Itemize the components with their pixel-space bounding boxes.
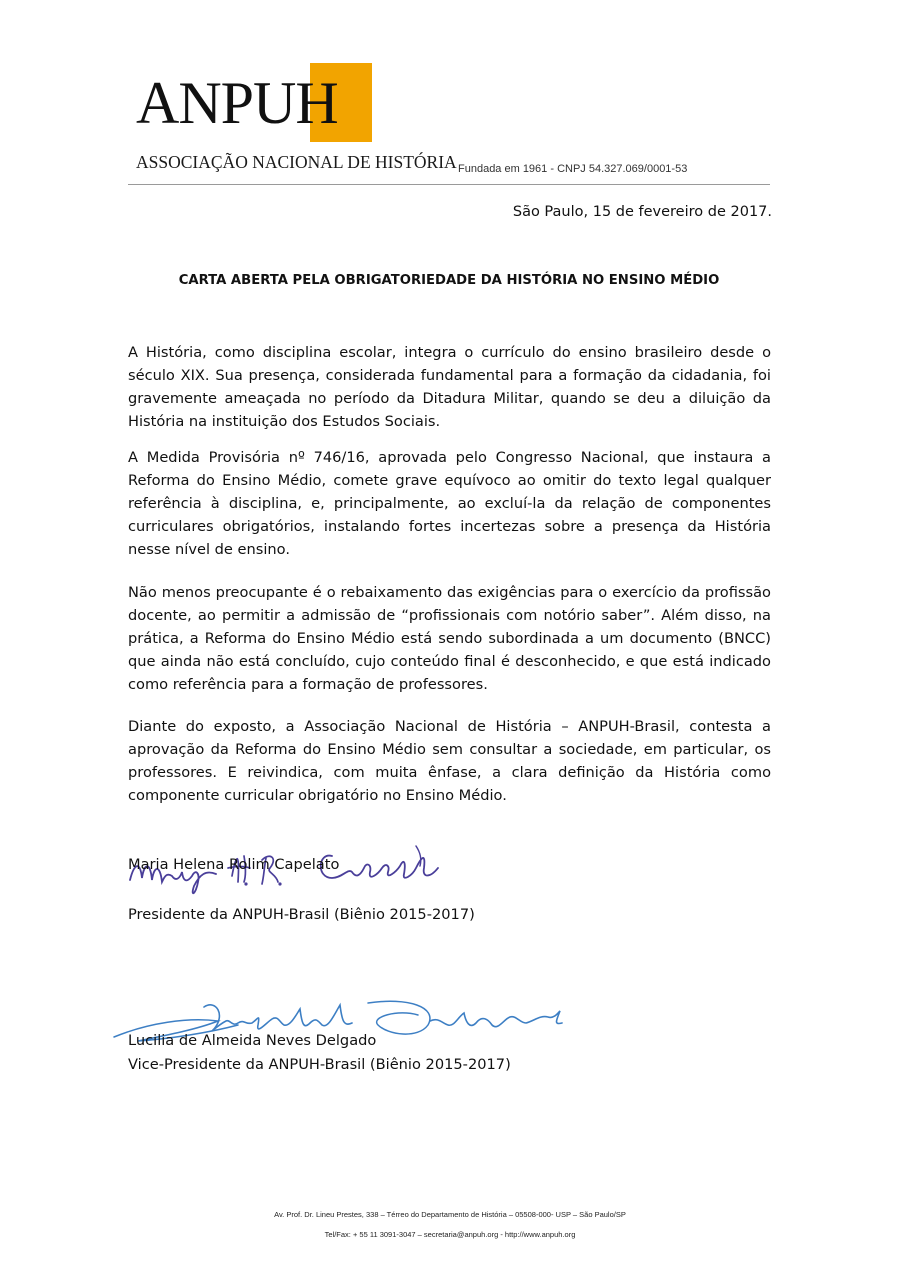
organization-name: ASSOCIAÇÃO NACIONAL DE HISTÓRIA <box>136 152 457 172</box>
paragraph-4: Diante do exposto, a Associação Nacional de História – ANPUH-Brasil, contesta a aprovação da Reforma do Ensino Médio sem consultar a sociedade, em particular, os professores. E reivindica, com muita ênfase, a clara definição da História como componente curricular obrigatório no Ensino Médio. <box>128 718 771 804</box>
paragraph-3: Não menos preocupante é o rebaixamento das exigências para o exercício da profissão docente, ao permitir a admissão de “profissionais com notório saber”. Além disso, na prática, a Reforma do Ensino Médio está sendo subordinada a um documento (BNCC) que ainda não está concluído, cujo conteúdo final é desconhecido, e que está indicado como referência para a formação de professores. <box>128 584 771 693</box>
anpuh-logo <box>136 63 457 175</box>
paragraph-1: A História, como disciplina escolar, integra o currículo do ensino brasileiro desde o século XIX. Sua presença, considerada fundamental para a formação da cidadania, foi gravemente ameaçada no período da Ditadura Militar, quando se deu a diluição da História na instituição dos Estudos Sociais. <box>128 344 771 430</box>
signature-president <box>120 838 480 908</box>
date-line: São Paulo, 15 de fevereiro de 2017. <box>512 204 772 220</box>
president-name: Maria Helena Rolim Capelato <box>128 856 340 873</box>
footer-address: Av. Prof. Dr. Lineu Prestes, 338 – Térreo do Departamento de História – 05508-000- USP – São Paulo/SP <box>274 1210 626 1219</box>
logo-wordmark: ANPUH <box>136 70 338 136</box>
footer-contact: Tel/Fax: + 55 11 3091-3047 – secretaria@anpuh.org - http://www.anpuh.org <box>324 1230 576 1239</box>
vice-president-name: Lucilia de Almeida Neves Delgado <box>128 1032 377 1049</box>
letter-title: CARTA ABERTA PELA OBRIGATORIEDADE DA HISTÓRIA NO ENSINO MÉDIO <box>178 273 720 288</box>
paragraph-2: A Medida Provisória nº 746/16, aprovada pelo Congresso Nacional, que instaura a Reforma do Ensino Médio, comete grave equívoco ao omitir do texto legal qualquer referência à disciplina, e, principalmente, ao excluí-la da relação de componentes curriculares obrigatórios, instalando fortes incertezas sobre a presença da História nesse nível de ensino. <box>128 449 771 558</box>
header-divider <box>128 184 770 185</box>
vice-president-role: Vice-Presidente da ANPUH-Brasil (Biênio 2015-2017) <box>128 1056 511 1073</box>
founding-info: Fundada em 1961 - CNPJ 54.327.069/0001-53 <box>458 163 688 175</box>
president-role: Presidente da ANPUH-Brasil (Biênio 2015-2017) <box>128 906 475 923</box>
